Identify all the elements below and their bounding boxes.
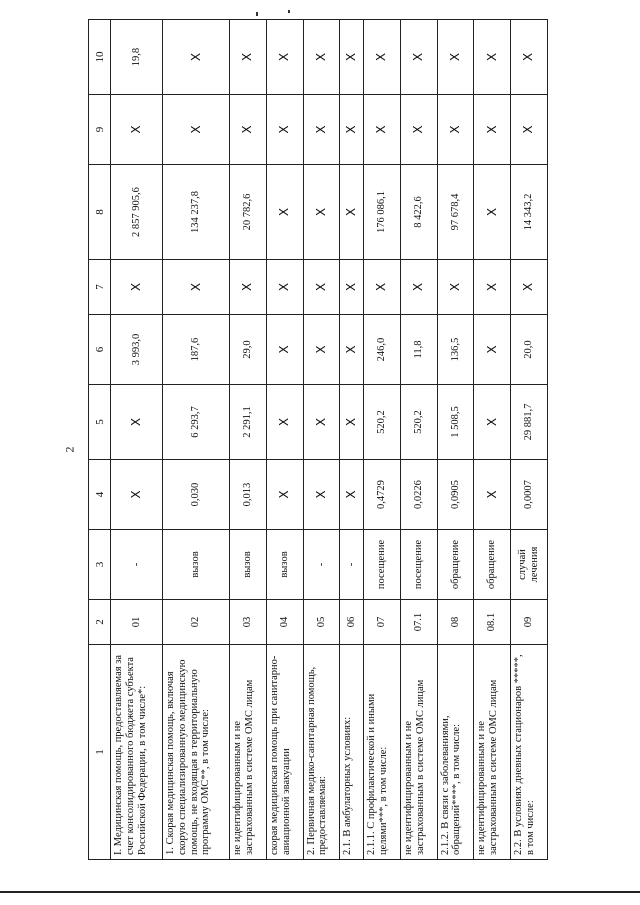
table-cell: X xyxy=(437,20,474,95)
table-cell: вызов xyxy=(163,530,230,600)
table-cell: X xyxy=(511,260,548,315)
table-cell: X xyxy=(303,315,340,385)
row-name-cell: 2.1.2. В связи с заболеваниями, обращений****, в том числе: xyxy=(437,645,474,860)
table-cell: X xyxy=(474,165,511,260)
table-cell: X xyxy=(230,20,267,95)
page-number: 2 xyxy=(62,446,77,453)
table-row xyxy=(400,20,437,860)
table-cell: вызов xyxy=(266,530,303,600)
table-cell: X xyxy=(266,95,303,165)
table-cell: X xyxy=(474,260,511,315)
column-header: 1 xyxy=(89,645,111,860)
table-cell: X xyxy=(303,20,340,95)
table-cell: 2 857 905,6 xyxy=(111,165,163,260)
table-cell: X xyxy=(340,315,364,385)
table-cell: 0,0226 xyxy=(400,460,437,530)
table-cell: X xyxy=(230,260,267,315)
table-cell: X xyxy=(400,95,437,165)
bottom-rule xyxy=(0,891,640,893)
table-cell: 520,2 xyxy=(364,385,401,460)
table-cell: 02 xyxy=(163,600,230,645)
table-cell: 05 xyxy=(303,600,340,645)
table-cell: - xyxy=(340,530,364,600)
table-cell: 134 237,8 xyxy=(163,165,230,260)
table-cell: 176 086,1 xyxy=(364,165,401,260)
table-cell: 246,0 xyxy=(364,315,401,385)
column-header: 5 xyxy=(89,385,111,460)
table-cell: X xyxy=(266,315,303,385)
table-cell: X xyxy=(303,460,340,530)
table-cell: 187,6 xyxy=(163,315,230,385)
row-name-cell: 2.1.1. С профилактической и иными целями***, в том числе: xyxy=(364,645,401,860)
table-cell: случай лечения xyxy=(511,530,548,600)
table-cell: 0,0007 xyxy=(511,460,548,530)
table-cell: X xyxy=(111,460,163,530)
table-cell: 29,0 xyxy=(230,315,267,385)
row-name-cell: 1. Скорая медицинская помощь, включая скорую специализированную медицинскую помощь, не входящая в территориальную программу ОМС**, в том числе: xyxy=(163,645,230,860)
table-cell: X xyxy=(303,260,340,315)
table-cell: 11,8 xyxy=(400,315,437,385)
table-cell: 8 422,6 xyxy=(400,165,437,260)
column-header: 6 xyxy=(89,315,111,385)
table-row xyxy=(303,20,340,860)
table-cell: X xyxy=(163,95,230,165)
table-cell: X xyxy=(303,385,340,460)
table-row xyxy=(111,20,163,860)
table-row xyxy=(437,20,474,860)
table-cell: 07.1 xyxy=(400,600,437,645)
table-cell: X xyxy=(474,20,511,95)
table-cell: X xyxy=(303,165,340,260)
table-row xyxy=(474,20,511,860)
table-cell: 09 xyxy=(511,600,548,645)
table-cell: X xyxy=(474,385,511,460)
column-header: 8 xyxy=(89,165,111,260)
table-cell: X xyxy=(266,385,303,460)
table-row xyxy=(163,20,230,860)
table-cell: X xyxy=(340,95,364,165)
table-cell: X xyxy=(340,385,364,460)
table-cell: обращение xyxy=(437,530,474,600)
table-cell: X xyxy=(266,460,303,530)
table-cell: X xyxy=(111,260,163,315)
table-cell: 29 881,7 xyxy=(511,385,548,460)
row-name-cell: не идентифицированным и не застрахованным в системе ОМС лицам xyxy=(400,645,437,860)
table-cell: 0,4729 xyxy=(364,460,401,530)
table-cell: X xyxy=(437,95,474,165)
table-cell: 0,030 xyxy=(163,460,230,530)
table-cell: 01 xyxy=(111,600,163,645)
table-cell: 04 xyxy=(266,600,303,645)
table-cell: X xyxy=(230,95,267,165)
table-cell: обращение xyxy=(474,530,511,600)
table-cell: X xyxy=(111,95,163,165)
table-cell: 0,0905 xyxy=(437,460,474,530)
row-name-cell: 2.2. В условиях дневных стационаров *****, в том числе: xyxy=(511,645,548,860)
row-name-cell: не идентифицированным и не застрахованным в системе ОМС лицам xyxy=(230,645,267,860)
rotated-table-wrapper xyxy=(88,20,548,860)
row-name-cell: 2.1. В амбулаторных условиях: xyxy=(340,645,364,860)
table-cell: X xyxy=(266,20,303,95)
column-header: 4 xyxy=(89,460,111,530)
table-cell: X xyxy=(364,260,401,315)
table-cell: X xyxy=(474,95,511,165)
table-header-row xyxy=(89,20,111,860)
table-cell: X xyxy=(400,20,437,95)
table-cell: X xyxy=(364,20,401,95)
table-cell: X xyxy=(303,95,340,165)
table-cell: посещение xyxy=(364,530,401,600)
table-row xyxy=(511,20,548,860)
table-cell: 08.1 xyxy=(474,600,511,645)
column-header: 3 xyxy=(89,530,111,600)
row-name-cell: 2. Первичная медико-санитарная помощь, предоставляемая: xyxy=(303,645,340,860)
table-cell: X xyxy=(340,20,364,95)
column-header: 2 xyxy=(89,600,111,645)
column-header: 7 xyxy=(89,260,111,315)
table-cell: 03 xyxy=(230,600,267,645)
table-cell: 08 xyxy=(437,600,474,645)
table-cell: 2 291,1 xyxy=(230,385,267,460)
table-cell: X xyxy=(511,20,548,95)
table-cell: 1 508,5 xyxy=(437,385,474,460)
table-cell: X xyxy=(340,460,364,530)
table-cell: 20,0 xyxy=(511,315,548,385)
table-cell: X xyxy=(474,315,511,385)
table-cell: X xyxy=(437,260,474,315)
table-cell: X xyxy=(400,260,437,315)
table-cell: X xyxy=(163,20,230,95)
table-cell: 6 293,7 xyxy=(163,385,230,460)
table-cell: X xyxy=(474,460,511,530)
table-cell: - xyxy=(111,530,163,600)
table-row xyxy=(266,20,303,860)
table-row xyxy=(230,20,267,860)
table-row xyxy=(364,20,401,860)
table-cell: X xyxy=(111,385,163,460)
scan-mark xyxy=(288,10,290,13)
row-name-cell: не идентифицированным и не застрахованным в системе ОМС лицам xyxy=(474,645,511,860)
column-header: 9 xyxy=(89,95,111,165)
table-cell: - xyxy=(303,530,340,600)
table-cell: 97 678,4 xyxy=(437,165,474,260)
column-header: 10 xyxy=(89,20,111,95)
table-cell: X xyxy=(266,165,303,260)
scan-mark xyxy=(256,12,258,16)
table-row xyxy=(340,20,364,860)
table-cell: 07 xyxy=(364,600,401,645)
table-cell: вызов xyxy=(230,530,267,600)
table-cell: X xyxy=(340,165,364,260)
data-table xyxy=(88,19,548,860)
table-cell: X xyxy=(511,95,548,165)
table-cell: 520,2 xyxy=(400,385,437,460)
table-cell: X xyxy=(340,260,364,315)
table-cell: 19,8 xyxy=(111,20,163,95)
row-name-cell: скорая медицинская помощь при санитарно-авиационной эвакуации xyxy=(266,645,303,860)
table-cell: 3 993,0 xyxy=(111,315,163,385)
table-cell: 06 xyxy=(340,600,364,645)
row-name-cell: I. Медицинская помощь, предоставляемая за счет консолидированного бюджета субъекта Российской Федерации, в том числе*: xyxy=(111,645,163,860)
table-cell: посещение xyxy=(400,530,437,600)
table-cell: X xyxy=(266,260,303,315)
table-cell: 20 782,6 xyxy=(230,165,267,260)
table-cell: X xyxy=(364,95,401,165)
table-cell: 14 343,2 xyxy=(511,165,548,260)
table-cell: X xyxy=(163,260,230,315)
table-cell: 0,013 xyxy=(230,460,267,530)
table-cell: 136,5 xyxy=(437,315,474,385)
